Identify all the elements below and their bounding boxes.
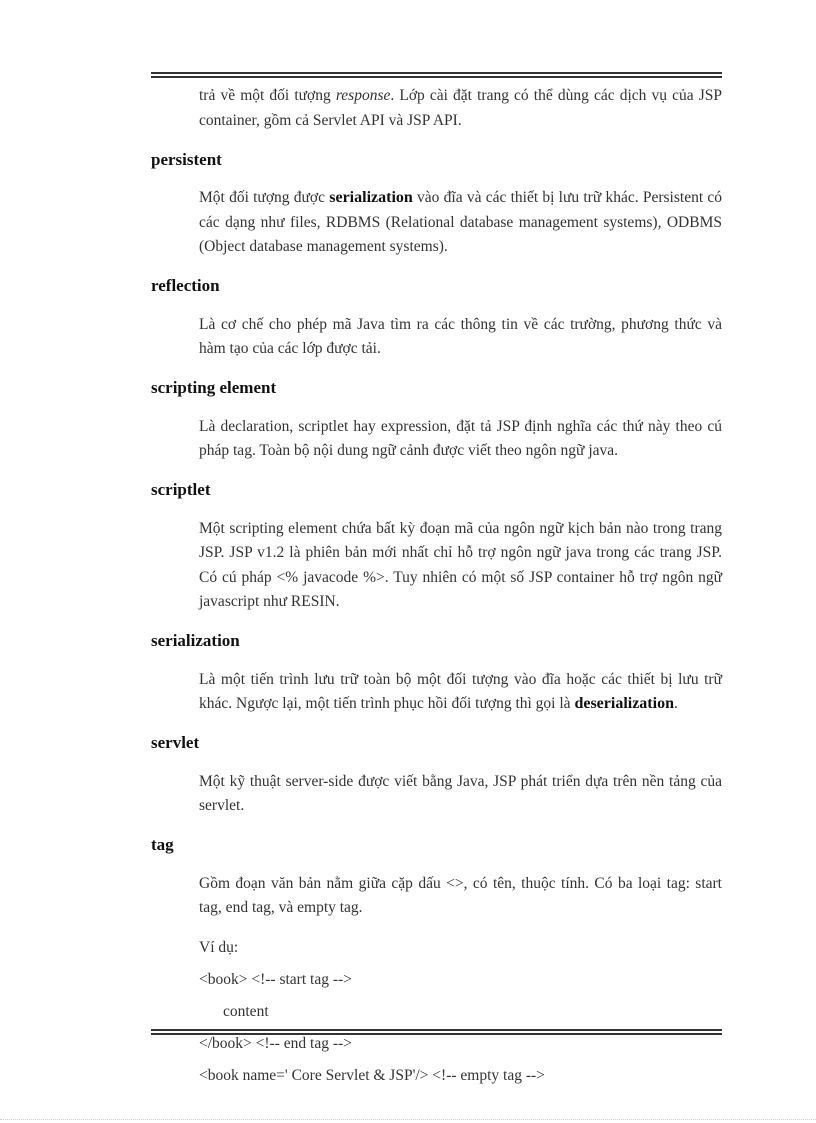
term-scripting-element: scripting element xyxy=(151,378,277,397)
example-label: Ví dụ: xyxy=(199,939,239,956)
def-servlet: Một kỹ thuật server-side được viết bằng Java, JSP phát triển dựa trên nền tảng của servlet. xyxy=(199,772,722,814)
entry-serialization xyxy=(151,630,722,717)
def-tag: Gồm đoạn văn bản nằm giữa cặp dấu <>, có tên, thuộc tính. Có ba loại tag: start tag, end tag, và empty tag. xyxy=(199,874,722,916)
def-serialization: Là một tiến trình lưu trữ toàn bộ một đối tượng vào đĩa hoặc các thiết bị lưu trữ khác. Ngược lại, một tiến trình phục hồi đối tượng thì gọi là deserialization. xyxy=(199,670,722,712)
response-term: response xyxy=(335,87,391,104)
def-persistent: Một đối tượng được serialization vào đĩa và các thiết bị lưu trữ khác. Persistent có các dạng như files, RDBMS (Relational database management systems), ODBMS (Object database management systems). xyxy=(199,189,722,255)
term-scriptlet: scriptlet xyxy=(151,480,211,499)
entry-reflection xyxy=(151,275,722,362)
term-tag: tag xyxy=(151,835,174,854)
example-line-empty-tag: <book name=' Core Servlet & JSP'/> <!-- empty tag --> xyxy=(199,1067,545,1084)
continuation-paragraph: trả về một đối tượng response. Lớp cài đặt trang có thể dùng các dịch vụ của JSP container, gồm cả Servlet API và JSP API. xyxy=(199,87,722,129)
term-reflection: reflection xyxy=(151,276,220,295)
example-line-content: content xyxy=(223,1003,269,1020)
example-line-start-tag: <book> <!-- start tag --> xyxy=(199,971,352,988)
term-persistent: persistent xyxy=(151,149,222,169)
entry-servlet xyxy=(151,732,722,819)
def-scripting-element: Là declaration, scriptlet hay expression, đặt tả JSP định nghĩa các thứ này theo cú pháp tag. Toàn bộ nội dung ngữ cảnh được viết theo ngôn ngữ java. xyxy=(199,417,722,459)
example-line-end-tag: </book> <!-- end tag --> xyxy=(199,1035,352,1052)
top-double-rule xyxy=(151,72,722,78)
term-servlet: servlet xyxy=(151,733,200,752)
entry-tag xyxy=(151,834,722,1088)
entry-scriptlet xyxy=(151,479,722,615)
def-scriptlet: Một scripting element chứa bất kỳ đoạn mã của ngôn ngữ kịch bản nào trong trang JSP. JSP v1.2 là phiên bản mới nhất chỉ hỗ trợ ngôn ngữ java trong các trang JSP. Có cú pháp <% javacode %>. Tuy nhiên có một số JSP container hỗ trợ ngôn ngữ javascript như RESIN. xyxy=(199,519,722,610)
def-reflection: Là cơ chế cho phép mã Java tìm ra các thông tin về các trường, phương thức và hàm tạo của các lớp được tải. xyxy=(199,315,722,357)
entry-persistent xyxy=(151,149,722,260)
bottom-double-rule xyxy=(151,1029,722,1035)
term-serialization: serialization xyxy=(151,631,240,650)
page-bottom-dotted-border xyxy=(0,1119,816,1120)
glossary-content xyxy=(151,84,722,1088)
entry-scripting-element xyxy=(151,377,722,464)
